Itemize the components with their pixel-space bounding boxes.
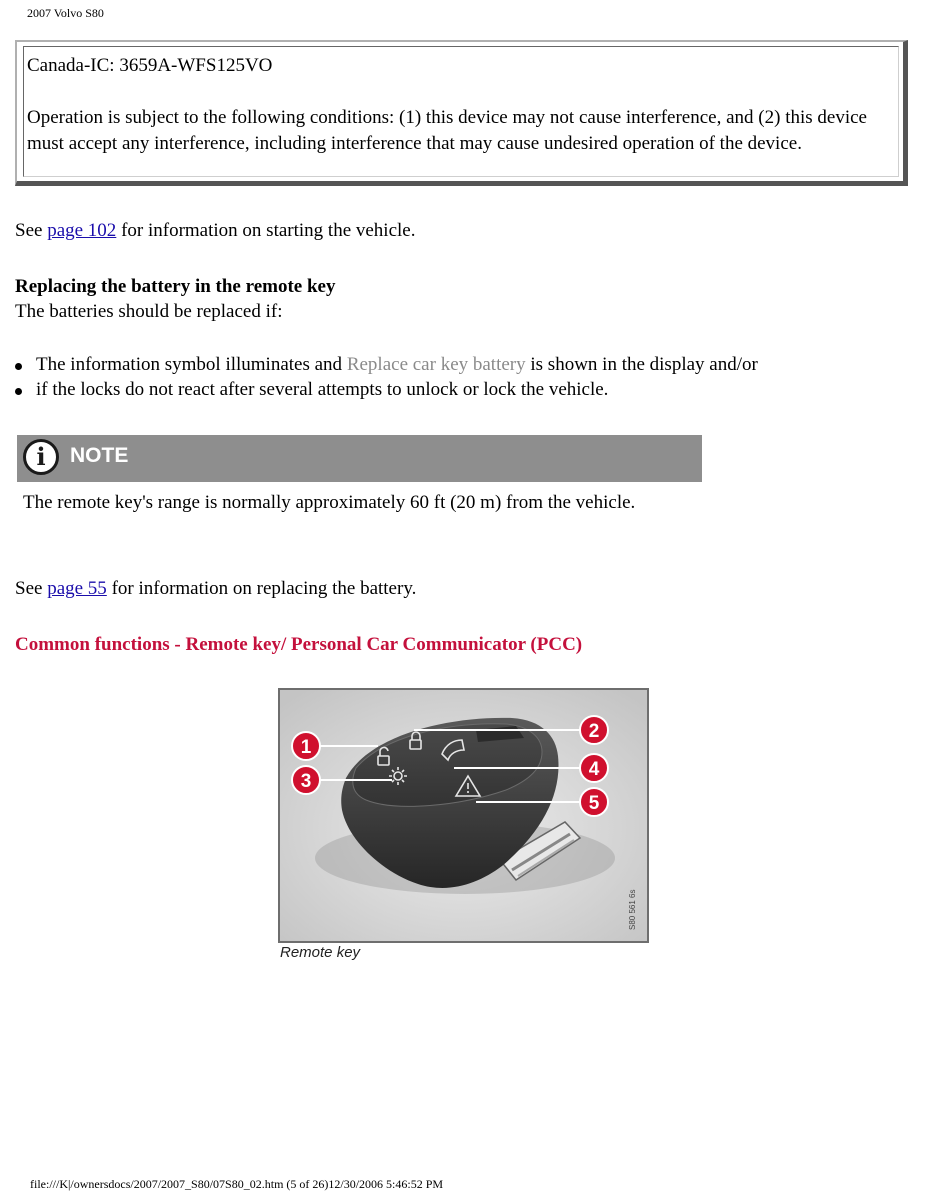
bullet-1-pre: The information symbol illuminates and xyxy=(36,354,347,375)
svg-text:1: 1 xyxy=(300,737,312,758)
regulatory-notice-inner xyxy=(23,46,899,177)
common-functions-heading: Common functions - Remote key/ Personal Car Communicator (PCC) xyxy=(15,634,583,655)
remote-key-illustration xyxy=(280,690,647,941)
callout-4 xyxy=(580,754,608,782)
svg-text:5: 5 xyxy=(588,793,600,814)
remote-key-figure xyxy=(278,688,649,943)
svg-text:4: 4 xyxy=(588,759,600,780)
svg-text:3: 3 xyxy=(300,771,312,792)
battery-section-heading: Replacing the battery in the remote key xyxy=(15,276,336,297)
display-message-text: Replace car key battery xyxy=(346,354,526,375)
document-header: 2007 Volvo S80 xyxy=(27,6,104,20)
callout-5 xyxy=(580,788,608,816)
conditions-paragraph: Operation is subject to the following conditions: (1) this device may not cause interference, and (2) this device must accept any interference, including interference that may cause undesired operation of the device. xyxy=(27,107,867,154)
image-code-label: S80 561 6s xyxy=(628,889,637,930)
page-55-link[interactable]: page 55 xyxy=(47,578,107,599)
note-text: The remote key's range is normally approximately 60 ft (20 m) from the vehicle. xyxy=(23,492,636,513)
regulatory-notice-box xyxy=(15,40,908,186)
info-icon: i xyxy=(23,439,59,475)
battery-conditions-list xyxy=(14,352,758,402)
start-vehicle-reference xyxy=(15,218,415,243)
start-ref-prefix: See xyxy=(15,220,48,241)
callout-3 xyxy=(292,766,320,794)
battery-ref-prefix: See xyxy=(15,578,48,599)
bullet-2-text: if the locks do not react after several attempts to unlock or lock the vehicle. xyxy=(36,379,609,400)
list-item xyxy=(14,377,758,402)
battery-replacement-reference xyxy=(15,576,416,601)
page-102-link[interactable]: page 102 xyxy=(47,220,117,241)
canada-ic-line: Canada-IC: 3659A-WFS125VO xyxy=(27,55,273,76)
footer-file-path: file:///K|/ownersdocs/2007/2007_S80/07S80_02.htm (5 of 26)12/30/2006 5:46:52 PM xyxy=(30,1177,444,1191)
battery-ref-suffix: for information on replacing the battery. xyxy=(106,578,417,599)
note-banner xyxy=(17,435,702,482)
callout-1 xyxy=(292,732,320,760)
battery-intro: The batteries should be replaced if: xyxy=(15,301,283,322)
bullet-icon xyxy=(15,363,22,370)
note-label: NOTE xyxy=(70,444,129,467)
bullet-icon xyxy=(15,388,22,395)
bullet-1-post: is shown in the display and/or xyxy=(525,354,758,375)
list-item xyxy=(14,352,758,377)
start-ref-suffix: for information on starting the vehicle. xyxy=(116,220,416,241)
callout-2 xyxy=(580,716,608,744)
figure-caption: Remote key xyxy=(280,944,361,961)
svg-text:2: 2 xyxy=(588,721,600,742)
